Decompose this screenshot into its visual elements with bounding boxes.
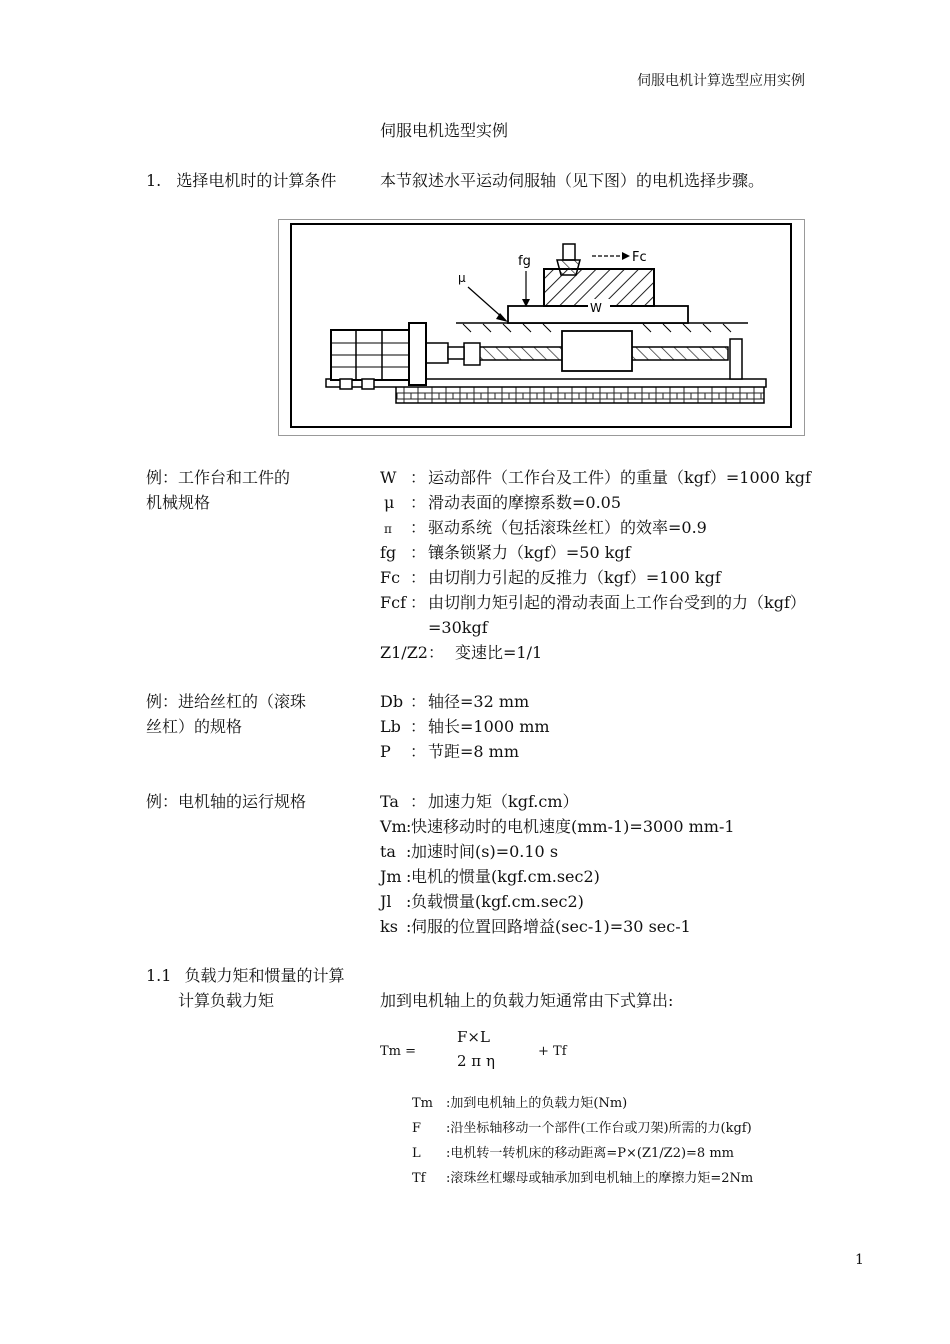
spec-row: [380, 889, 584, 914]
section-1-1-intro: 加到电机轴上的负载力矩通常由下式算出:: [380, 991, 674, 1010]
machine-specs-label-line2: 机械规格: [146, 493, 211, 512]
legend-row: [412, 1092, 627, 1111]
spec-key: Vm: [380, 817, 407, 836]
spec-text: 运动部件（工作台及工件）的重量（kgf）=1000 kgf: [428, 468, 811, 487]
spec-row: [380, 739, 519, 764]
spec-key: ta: [380, 842, 396, 861]
section-1-intro: 本节叙述水平运动伺服轴（见下图）的电机选择步骤。: [380, 171, 765, 190]
spec-text: 镶条锁紧力（kgf）=50 kgf: [428, 543, 631, 562]
machine-specs-label-line1: 例：工作台和工件的: [146, 468, 291, 487]
label-mu: μ: [458, 271, 466, 285]
spec-key: Z1/Z2：: [380, 643, 444, 662]
spec-key: W: [380, 468, 397, 487]
spec-row: [380, 839, 558, 864]
spec-text: 轴径=32 mm: [428, 692, 530, 711]
spec-text: 伺服的位置回路增益(sec-1)=30 sec-1: [411, 917, 691, 936]
spec-text: 电机的惯量(kgf.cm.sec2): [411, 867, 600, 886]
spec-row: [380, 914, 691, 939]
spec-text: 变速比=1/1: [455, 643, 543, 662]
spec-text: 滑动表面的摩擦系数=0.05: [428, 493, 622, 512]
section-1-1-number: 1.1: [146, 966, 172, 985]
spec-row: [380, 540, 631, 565]
spec-row: [380, 515, 707, 542]
spec-row: [380, 465, 811, 490]
spec-row: [380, 814, 735, 839]
page-title: 伺服电机选型实例: [380, 121, 509, 140]
spec-sep: :: [406, 867, 412, 886]
spec-text: 快速移动时的电机速度(mm-1)=3000 mm-1: [411, 817, 735, 836]
spec-row: [380, 565, 721, 590]
legend-text: :加到电机轴上的负载力矩(Nm): [446, 1096, 628, 1111]
spec-sep: ：: [410, 717, 427, 736]
spec-key: Db: [380, 692, 404, 711]
spec-sep: ：: [410, 692, 427, 711]
servo-motor: [331, 323, 426, 389]
spec-row: [380, 590, 806, 615]
spec-row: [380, 864, 600, 889]
spec-key: Fc: [380, 568, 401, 587]
spec-sep: ：: [410, 518, 427, 537]
formula-rhs: + Tf: [538, 1044, 567, 1059]
screw-specs-label: [146, 689, 306, 739]
spec-row: [380, 640, 542, 665]
spec-text: =30kgf: [428, 618, 488, 637]
machine-specs-label: [146, 465, 290, 515]
legend-row: [412, 1142, 734, 1161]
legend-text: :滚珠丝杠螺母或轴承加到电机轴上的摩擦力矩=2Nm: [446, 1171, 754, 1186]
page-number: 1: [855, 1252, 864, 1268]
spec-text: 由切削力矩引起的滑动表面上工作台受到的力（kgf）: [428, 593, 806, 612]
legend-key: Tf: [412, 1171, 426, 1186]
label-w: W: [590, 301, 602, 315]
section-1-1-heading: [146, 963, 345, 988]
spec-sep: :: [406, 817, 412, 836]
spec-sep: ：: [410, 493, 427, 512]
spec-text: 加速力矩（kgf.cm）: [428, 792, 579, 811]
legend-row: [412, 1117, 752, 1136]
spec-key: Jm: [380, 867, 402, 886]
legend-key: Tm: [412, 1096, 433, 1111]
section-1-1-subheading: 计算负载力矩: [178, 991, 275, 1010]
spec-key: fg: [380, 543, 397, 562]
spec-key: μ: [384, 493, 395, 512]
spec-row: [380, 490, 621, 515]
spec-text: 轴长=1000 mm: [428, 717, 550, 736]
spec-row: [380, 789, 579, 814]
legend-text: :电机转一转机床的移动距离=P×(Z1/Z2)=8 mm: [446, 1146, 734, 1161]
section-1-number: 1.: [146, 171, 162, 190]
spec-text: 节距=8 mm: [428, 742, 520, 761]
spec-sep: ：: [410, 568, 427, 587]
spec-key: Fcf: [380, 593, 406, 612]
spec-row: [380, 714, 550, 739]
spec-key: π: [384, 522, 392, 536]
spec-sep: ：: [410, 543, 427, 562]
spec-sep: :: [406, 842, 412, 861]
formula-lhs: Tm =: [380, 1044, 417, 1059]
spec-key: ks: [380, 917, 398, 936]
legend-key: F: [412, 1121, 422, 1136]
screw-specs-label-line2: 丝杠）的规格: [146, 717, 243, 736]
spec-text: 驱动系统（包括滚珠丝杠）的效率=0.9: [428, 518, 707, 537]
spec-sep: :: [406, 917, 412, 936]
spec-key: P: [380, 742, 391, 761]
spec-sep: ：: [410, 742, 427, 761]
spec-sep: ：: [410, 468, 427, 487]
motor-specs-label: 例：电机轴的运行规格: [146, 792, 307, 811]
screw-specs-label-line1: 例：进给丝杠的（滚珠: [146, 692, 307, 711]
spec-key: Jl: [380, 892, 392, 911]
label-fc: Fc: [632, 250, 647, 265]
spec-text: 负载惯量(kgf.cm.sec2): [411, 892, 584, 911]
legend-row: [412, 1167, 753, 1186]
spec-key: Lb: [380, 717, 401, 736]
spec-sep: ：: [410, 792, 427, 811]
label-fg: fg: [518, 254, 531, 269]
section-1-1-title: 负载力矩和惯量的计算: [184, 966, 345, 985]
spec-sep: :: [406, 892, 412, 911]
spec-row: [428, 615, 488, 640]
spec-row: [380, 689, 529, 714]
formula-numerator: F×L: [457, 1028, 490, 1046]
section-1-heading: [146, 168, 336, 193]
spec-text: 加速时间(s)=0.10 s: [411, 842, 559, 861]
legend-text: :沿坐标轴移动一个部件(工作台或刀架)所需的力(kgf): [446, 1121, 752, 1136]
legend-key: L: [412, 1146, 421, 1161]
section-1-title: 选择电机时的计算条件: [176, 171, 337, 190]
running-header: 伺服电机计算选型应用实例: [637, 73, 805, 89]
spec-text: 由切削力引起的反推力（kgf）=100 kgf: [428, 568, 721, 587]
formula-denominator: 2 π η: [457, 1052, 495, 1070]
machine-diagram: [278, 219, 805, 436]
spec-sep: ：: [410, 593, 427, 612]
spec-key: Ta: [380, 792, 399, 811]
